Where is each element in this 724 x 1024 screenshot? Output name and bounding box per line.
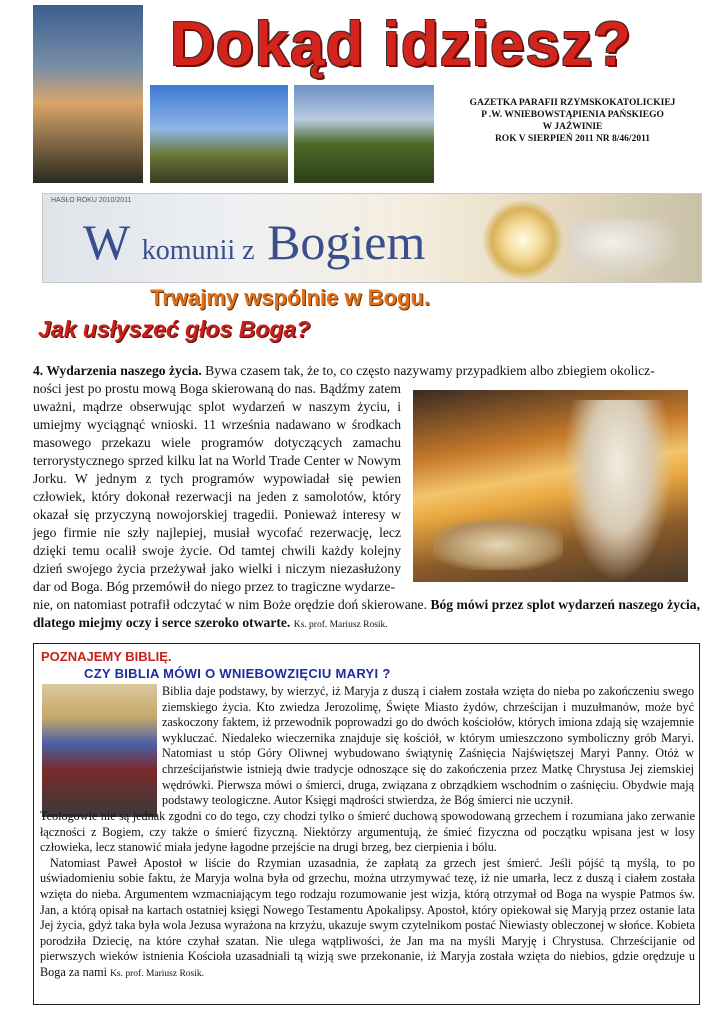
article-first-line <box>33 362 700 380</box>
church-trees-photo <box>294 85 434 183</box>
box-paragraph: Teologowie nie są jednak zgodni co do tego, czy chodzi tylko o śmierć duchową spowodowaną grzechem i rozumiana jako zerwanie łączności z Bogiem, czy także o śmierć fizyczną. Niektórzy argumentują, że śmieć fizyczna od początku wpisana jest w losy człowieka, lecz stanowić miała jedyne łagodne przejście na drugi brzeg, bez cierpienia i bólu. <box>40 809 695 855</box>
monstrance-image <box>483 200 563 280</box>
church-tower-photo <box>33 5 143 183</box>
box-paragraph-2 <box>40 856 695 983</box>
good-shepherd-image <box>413 390 688 582</box>
article-conclusion <box>33 596 700 634</box>
article-conclusion-text: nie, on natomiast potrafił odczytać w nim Boże orędzie doń skierowane. <box>33 597 431 612</box>
newsletter-title: Dokąd idziesz? <box>170 10 632 79</box>
masthead-line: GAZETKA PARAFII RZYMSKOKATOLICKIEJ <box>469 98 676 108</box>
article-first-line-text: Bywa czasem tak, że to, co często nazywamy przypadkiem albo zbiegiem okolicz- <box>201 363 655 378</box>
shepherd-figure <box>563 400 673 582</box>
masthead-line: W JAŹWINIE <box>542 122 603 132</box>
bible-article-box <box>33 643 700 1005</box>
assumption-painting-image <box>42 684 157 817</box>
box-section-heading: POZNAJEMY BIBLIĘ. <box>41 649 172 664</box>
article-left-column: ności jest po prostu mową Boga skierowaną do nas. Bądźmy zatem uważni, mądrze obserwując splot wydarzeń w naszym życiu, i umiejmy wyciągnąć wnioski. 11 września nadawano w środkach masowego przekazu wiele programów dotyczących zamachu terrorystycznego sprzed kilku lat na World Trade Center w Nowym Jorku. W jednym z tych programów wypowiadał się pewien człowiek, który dokonał rezerwacji na jeden z samolotów, który okazał się przyczyną nowojorskiej tragedii. Ponieważ interesy w jego firmie nie szły najlepiej, musiał wycofać rezerwację, lecz dzięki temu ocalił swoje życie. Od tamtej chwili każdy kolejny dzień swojego życia przeżywał jako wielki i niczym niezasłużony dar od Boga. Bóg przemówił do niego przez to tragiczne wydarze- <box>33 381 401 594</box>
box-right-text: Biblia daje podstawy, by wierzyć, iż Maryja z duszą i ciałem została wzięta do nieba po zakończeniu swego ziemskiego życia. Kto zwiedza Jerozolimę, Święte Miasto żydów, chrześcijan i muzułmanów, może być zaskoczony faktem, iż przewodnik poprowadzi go do dwóch kościołów, których imiona zdają się wzajemnie wykluczać. Niedaleko wieczernika znajduje się kościół, w którym umieszczono symboliczny grób Maryi. Natomiast u stóp Góry Oliwnej wybudowano świątynię Zaśnięcia Najświętszej Maryi Panny. Otóż w chrześcijaństwie istnieją dwie tradycje odnoszące się do zakończenia przez Matkę Chrystusa Jej ziemskiej wędrówki. Pierwsza mówi o śmierci, druga, związana z obrządkiem wschodnim o zaśnięciu. Obydwie mają podstawy teologiczne. Autor Księgi mądrości stwierdza, że Bóg śmierci nie uczynił. <box>162 684 694 808</box>
banner-motto-w: W <box>83 214 130 270</box>
article-signature: Ks. prof. Mariusz Rosik. <box>293 620 388 630</box>
motto-banner <box>42 193 702 283</box>
box-paragraph-2-text: Natomiast Paweł Apostoł w liście do Rzymian uzasadnia, że zapłatą za grzech jest śmierć. Jeśli pójść tą myślą, to po uświadomieniu sobie faktu, że Maryja wolna była od grzechu, można utrzymywać tezę, iż nie umarła, lecz z duszą i ciałem została wzięta do nieba. Argumentem wzmacniającym tego rodzaju rozumowanie jest wizja, którą otrzymał od Boga na wyspie Patmos św. Jan, a którą opisał na kartach ostatniej księgi Nowego Testamentu Apokalipsy. Apostoł, który opiekował się Maryją przez ostanie lata Jej życia, gdyż taka była wola Jezusa wyrażona na krzyżu, ukazuje swym czytelnikom postać Niewiasty obleczonej w słońce. Kobieta porodziła Dziecię, na które czyhał szatan. Nie ulega wątpliwości, że Jan ma na myśli Maryję i Chrystusa. Chrześcijanie od pierwszych wieków istnienia Kościoła uzasadniali tą wizją swe przekonanie, iż Maryja została wzięta do niebios, gdzie orędzuje u Boga za nami <box>40 855 695 979</box>
praying-pope-image <box>568 219 678 279</box>
banner-motto <box>83 212 425 281</box>
article-lead: 4. Wydarzenia naszego życia. <box>33 363 202 378</box>
section-subtitle: Trwajmy wspólnie w Bogu. <box>150 285 430 310</box>
sheep-flock <box>433 520 563 570</box>
banner-year-label: HASŁO ROKU 2010/2011 <box>51 197 132 204</box>
banner-motto-komunii: komunii z <box>141 235 255 266</box>
masthead-line: ROK V SIERPIEŃ 2011 NR 8/46/2011 <box>494 134 651 144</box>
church-photo <box>150 85 288 183</box>
article-title: Jak usłyszeć głos Boga? <box>38 316 311 342</box>
box-full-text <box>40 809 695 983</box>
box-article-title: CZY BIBLIA MÓWI O WNIEBOWZIĘCIU MARYI ? <box>84 666 391 681</box>
masthead <box>440 97 705 145</box>
article-conclusion-bold: Bóg mówi przez splot wydarzeń naszego życia, dlatego miejmy oczy i serce szeroko otwarte. <box>33 597 701 630</box>
banner-motto-bogiem: Bogiem <box>267 214 426 270</box>
box-signature: Ks. prof. Mariusz Rosik. <box>110 968 205 979</box>
masthead-line: P .W. WNIEBOWSTĄPIENIA PAŃSKIEGO <box>481 110 664 120</box>
